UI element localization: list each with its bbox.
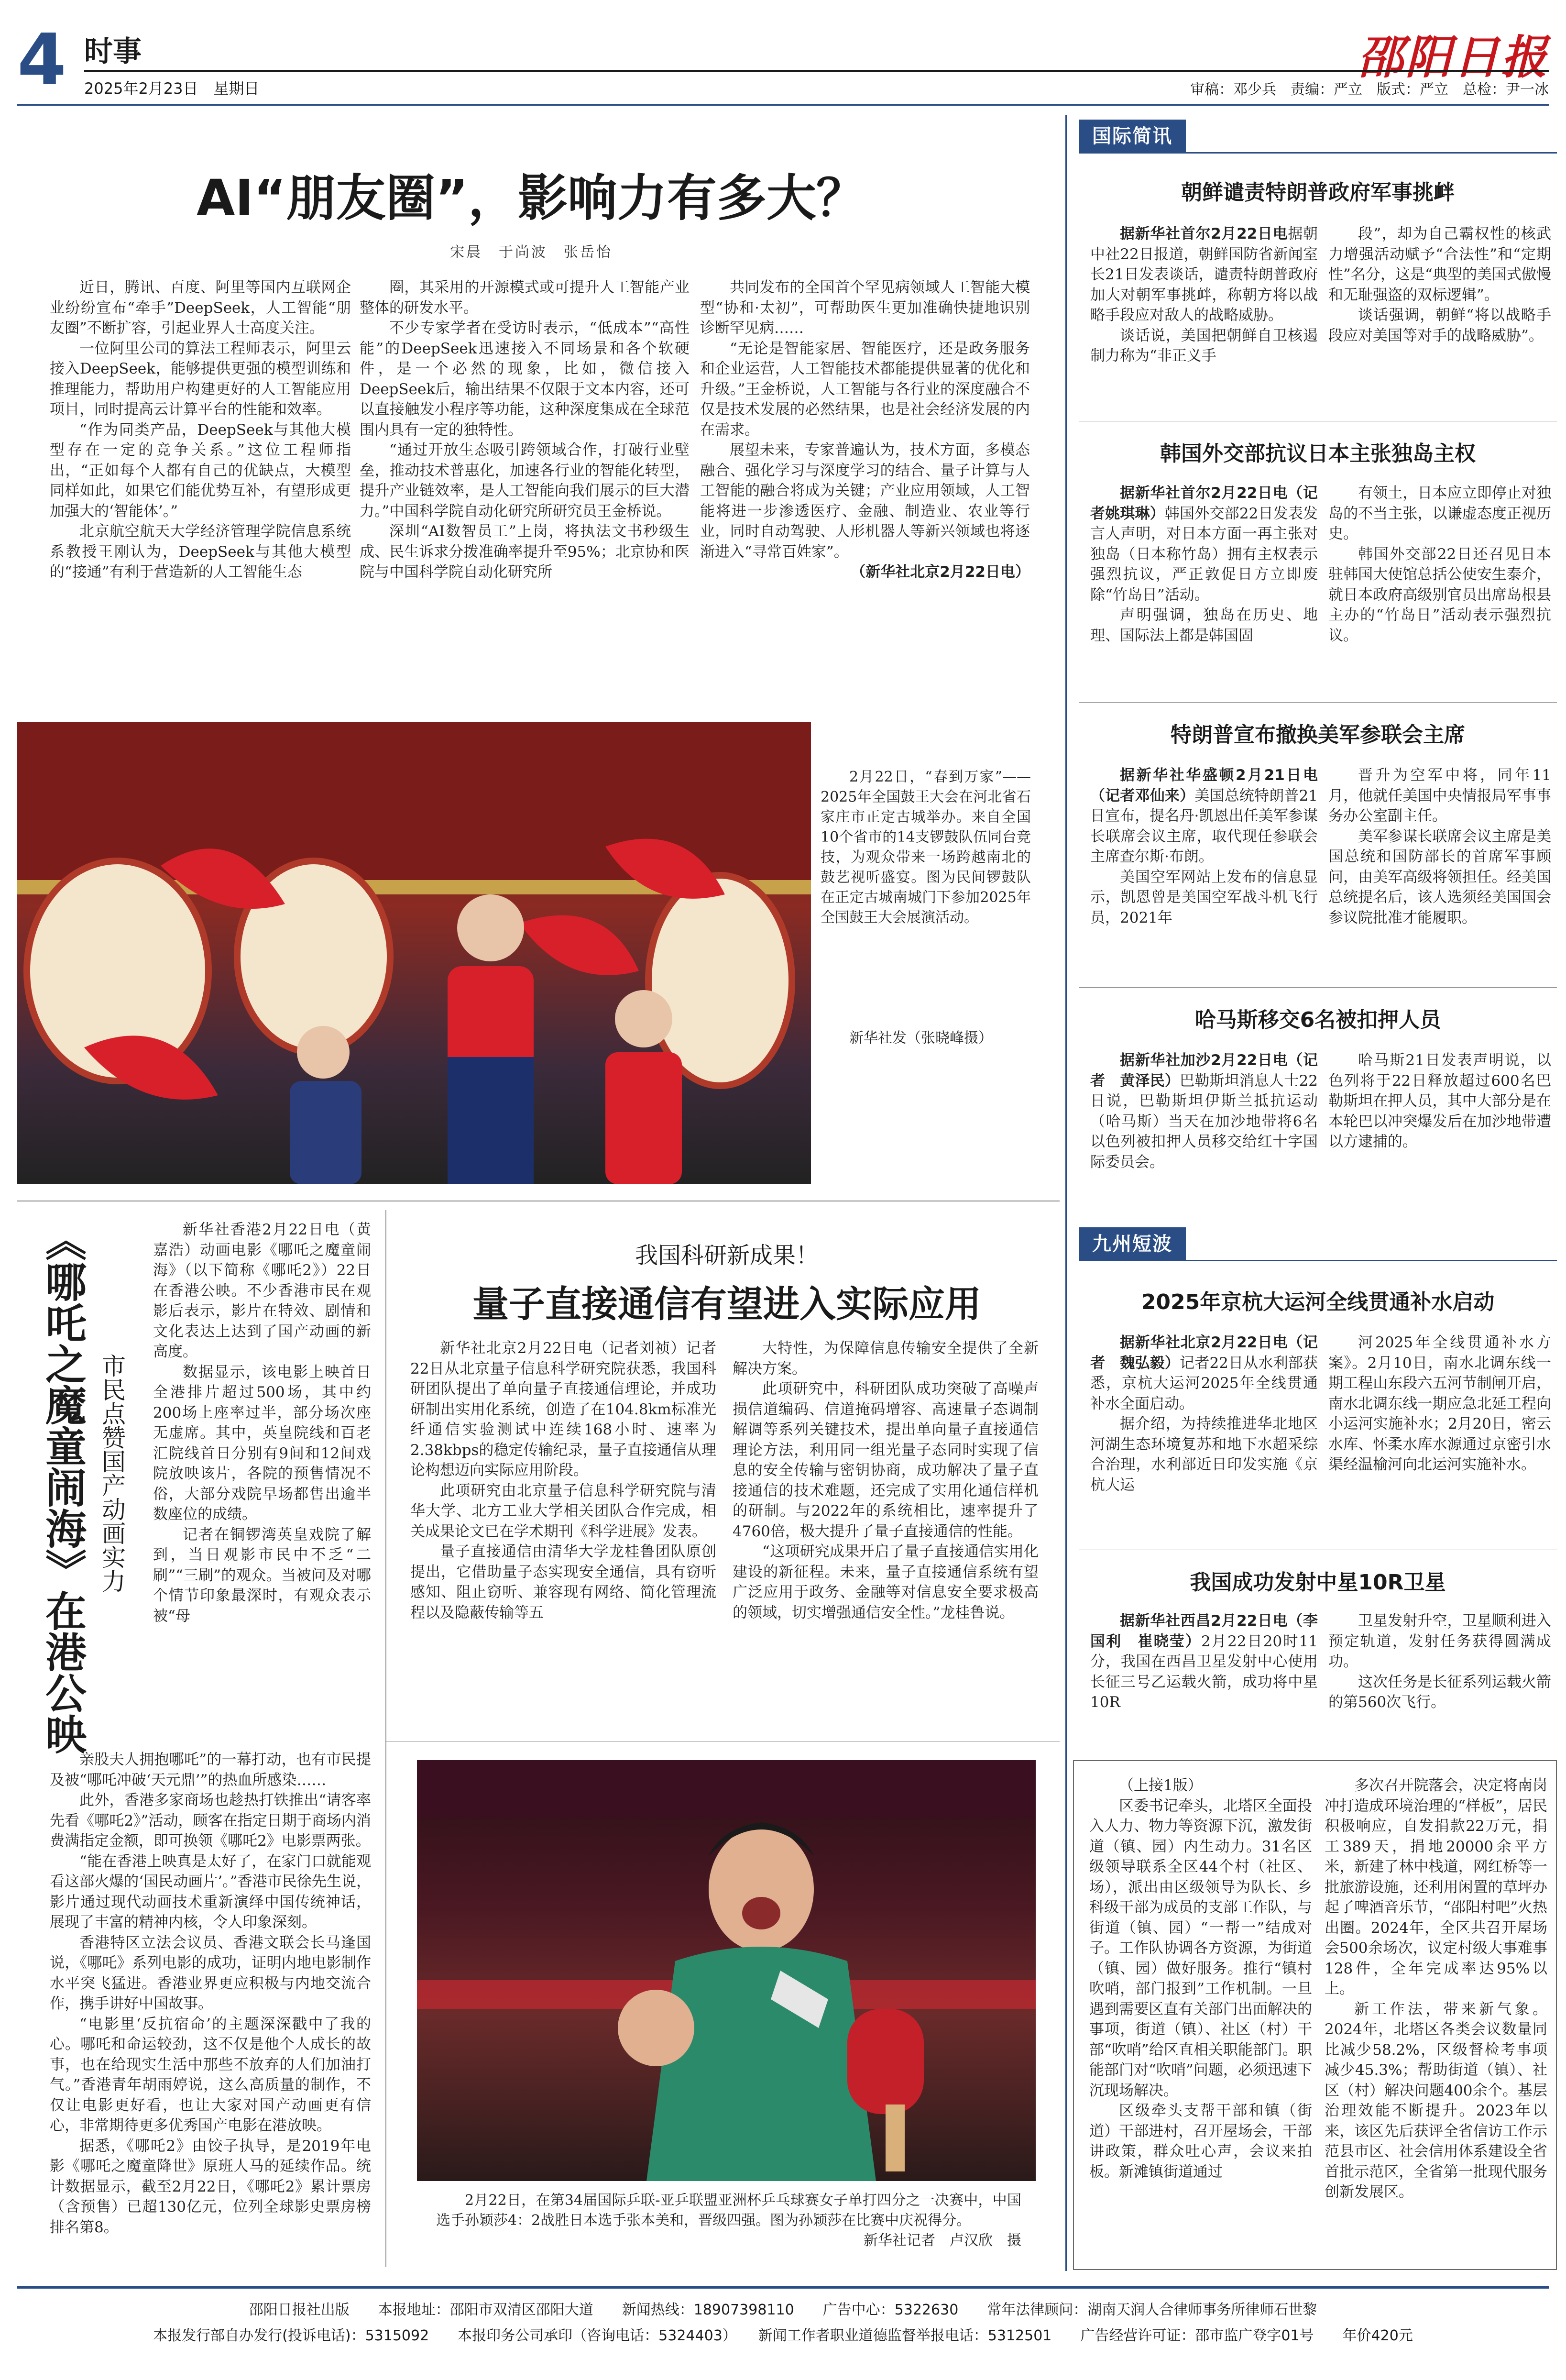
ai-article-col2: 圈，其采用的开源模式或可提升人工智能产业整体的研发水平。 不少专家学者在受访时表示，“低成本”“高性能”的DeepSeek迅速接入不同场景和各个软硬件，是一个必然的现象，比如，微信接入DeepSeek后，输出结果不仅限于文本内容，还可以直接触发小程序等功能，这种深度集成在全球范围内具有一定的独特性。 “通过开放生态吸引跨领域合作，打破行业壁垒，推动技术普惠化，加速各行业的智能化转型，提升产业链效率，是人工智能向我们展示的巨大潜力。”中国科学院自动化研究所研究员王金桥说。 深圳“AI数智员工”上岗，将执法文书秒级生成、民生诉求分拨准确率提升至95%；北京协和医院与中国科学院自动化研究所 [360,279,690,581]
quantum-col2: 大特性，为保障信息传输安全提供了全新解决方案。 此项研究中，科研团队成功突破了高噪声损信道编码、信道掩码增容、高速量子态调制解调等系列关键技术，提出单向量子直接通信理论方法，利用同一组光量子态同时实现了信息的安全传输与密钥协商，成功解决了量子直接通信的技术难题，还完成了实用化通信样机的研制。与2022年的系统相比，速率提升了4760倍，极大提升了量子直接通信的性能。 “这项研究成果开启了量子直接通信实用化建设的新征程。未来，量子直接通信系统有望广泛应用于政务、金融等对信息安全要求极高的领域，切实增强通信安全性。”龙桂鲁说。 [733,1340,1039,1621]
brief-5-col2: 河2025年全线贯通补水方案》。2月10日，南水北调东线一期工程山东段六五河节制闸开启，南水北调东线一期应急北延工程向小运河实施补水；2月20日，密云水库、怀柔水库水源通过京密引水渠经温榆河向北运河实施补水。 [1328,1334,1551,1473]
intl-tag-rule [1079,152,1557,154]
brief-title-3: 特朗普宣布撤换美军参联会主席 [1171,723,1465,747]
nezha-divider [385,1210,386,2267]
quantum-col1: 新华社北京2月22日电（记者刘祯）记者22日从北京量子信息科学研究院获悉，我国科研团队提出了单向量子直接通信理论，并成功研制出实用化系统，创造了在104.8km标准光纤通信实验测试中连续168小时、速率为2.38kbps的稳定传输纪录，量子直接通信从理论构想迈向实际应用阶段。 此项研究由北京量子信息科学研究院与清华大学、北方工业大学相关团队合作完成，相关成果论文已在学术期刊《科学进展》发表。 量子直接通信由清华大学龙桂鲁团队原创提出，它借助量子态实现安全通信，具有窃听感知、阻止窃听、兼容现有网络、简化管理流程以及隐蔽传输等五 [410,1340,716,1621]
page-number: 4 [17,19,66,101]
brief-4-col2: 哈马斯21日发表声明说，以色列将于22日释放超过600名巴勒斯坦在押人员，其中大部分是在本轮巴以冲突爆发后在加沙地带遭以方逮捕的。 [1328,1052,1551,1150]
continuation-col2: 多次召开院落会，决定将南岗冲打造成环境治理的“样板”，居民积极响应，自发捐款22万元，捐工389天，捐地20000余平方米，新建了林中栈道，网红桥等一批旅游设施，还利用闲置的草坪办起了啤酒音乐节，“邵阳村吧”火热出圈。2024年，全区共召开屋场会500余场次，议定村级大事难事128件，全年完成率达95%以上。 新工作法，带来新气象。2024年，北塔区各类会议数量同比减少58.2%，区级督检考事项减少45.3%；帮助街道（镇）、社区（村）解决问题400余个。基层治理效能不断提升。2023年以来，该区先后获评全省信访工作示范县市区、社会信用体系建设全省首批示范区，全省第一批现代服务创新发展区。 [1325,1777,1547,2201]
brief-6-col2: 卫星发射升空，卫星顺利进入预定轨道，发射任务获得圆满成功。 这次任务是长征系列运载火箭的第560次飞行。 [1328,1612,1551,1711]
brief-6-col1: 据新华社西昌2月22日电（李国利 崔晓莹）2月22日20时11分，我国在西昌卫星发射中心使用长征三号乙运载火箭，成功将中星10R [1090,1612,1318,1711]
header-bottom-rule [17,104,1549,106]
brief-title-1: 朝鲜谴责特朗普政府军事挑衅 [1181,180,1455,205]
drum-photo [17,722,811,1184]
brief-title-6: 我国成功发射中星10R卫星 [1190,1570,1446,1595]
ai-article-col1: 近日，腾讯、百度、阿里等国内互联网企业纷纷宣布“牵手”DeepSeek，人工智能“朋友圈”不断扩容，引起业界人士高度关注。 一位阿里公司的算法工程师表示，阿里云接入DeepSeek，能够提供更强的模型训练和推理能力，帮助用户构建更好的人工智能应用项目，同时提高云计算平台的性能和效率。 “作为同类产品，DeepSeek与其他大模型存在一定的竞争关系。”这位工程师指出，“正如每个人都有自己的优缺点，大模型同样如此，如果它们能优势互补，有望形成更加强大的‘智能体’。” 北京航空航天大学经济管理学院信息系统系教授王刚认为，DeepSeek与其他大模型的“接通”有利于营造新的人工智能生态 [50,279,351,581]
brief-1-col1: 据新华社首尔2月22日电据朝中社22日报道，朝鲜国防省新闻室长21日发表谈话，谴责特朗普政府加大对朝军事挑衅，称朝方将以战略手段应对敌人的战略威胁。 谈话说，美国把朝鲜自卫核遏制力称为“非正义手 [1090,225,1318,364]
quantum-title: 量子直接通信有望进入实际应用 [472,1283,981,1325]
continuation-col1: （上接1版） 区委书记牵头，北塔区全面投入人力、物力等资源下沉，激发街道（镇、园）内生动力。31名区级领导联系全区44个村（社区、场），派出由区级领导为队长、乡科级干部为成员的支部工作队，与街道（镇、园）“一帮一”结成对子。工作队协调各方资源，为街道（镇、园）做好服务。推行“镇村吹哨，部门报到”工作机制。一旦遇到需要区直有关部门出面解决的事项，街道（镇）、社区（村）干部“吹哨”给区直相关职能部门。职能部门对“吹哨”问题，必须迅速下沉现场解决。 区级牵头支帮干部和镇（街道）干部进村，召开屋场会，干部讲政策，群众吐心声，会议来拍板。新滩镇街道通过 [1089,1777,1312,2181]
pingpong-photo [417,1760,1036,2181]
pingpong-scene-illustration [417,1760,1036,2181]
section-name: 时事 [84,35,142,68]
footer-line-2: 本报发行部自办发行(投诉电话)：5315092 本报印务公司承印（咨询电话：5324403） 新闻工作者职业道德监督举报电话：5312501 广告经营许可证：邵市监广登字01号 年价420元 [153,2327,1413,2344]
drum-photo-credit: 新华社发（张晓峰摄） [849,1030,993,1047]
pingpong-photo-caption: 2月22日，在第34届国际乒联-亚乒联盟亚洲杯乒乓球赛女子单打四分之一决赛中，中国选手孙颖莎4：2战胜日本选手张本美和，晋级四强。图为孙颖莎在比赛中庆祝得分。 [436,2192,1021,2229]
brief-rule-2 [1079,702,1557,703]
ai-article-title: AI“朋友圈”，影响力有多大？ [197,169,866,227]
domestic-tag-rule [1079,1260,1557,1261]
nezha-intro: 新华社香港2月22日电（黄嘉浩）动画电影《哪吒之魔童闹海》（以下简称《哪吒2》）22日在香港公映。不少香港市民在观影后表示，影片在特效、剧情和文化表达上达到了国产动画的新高度。 数据显示，该电影上映首日全港排片超过500场，其中约200场上座率过半，部分场次座无虚席。其中，英皇院线和百老汇院线首日分别有9间和12间戏院放映该片，各院的预售情况不俗，大部分戏院早场都售出逾半数座位的成绩。 记者在铜锣湾英皇戏院了解到，当日观影市民中不乏“二刷”“三刷”的观众。当被问及对哪个情节印象最深时，有观众表示被“母 [153,1221,371,1625]
brief-3-col1: 据新华社华盛顿2月21日电（记者邓仙来）美国总统特朗普21日宣布，提名丹·凯恩出任美军参谋长联席会议主席，取代现任参联会主席查尔斯·布朗。 美国空军网站上发布的信息显示，凯恩曾是美国空军战斗机飞行员，2021年 [1090,767,1318,926]
brief-2-col2: 有领土，日本应立即停止对独岛的不当主张，以谦虚态度正视历史。 韩国外交部22日还召见日本驻韩国大使馆总括公使安生泰介，就日本政府高级别官员出席岛根县主办的“竹岛日”活动表示强烈抗议。 [1328,485,1551,644]
footer-rule [17,2286,1549,2289]
brief-title-4: 哈马斯移交6名被扣押人员 [1194,1008,1441,1032]
pingpong-photo-credit: 新华社记者 卢汉欣 摄 [864,2232,1021,2249]
footer-line-1: 邵阳日报社出版 本报地址：邵阳市双清区邵阳大道 新闻热线：18907398110 广告中心：5322630 常年法律顾问：湖南天润人合律师事务所律师石世黎 [249,2302,1317,2318]
brief-title-2: 韩国外交部抗议日本主张独岛主权 [1160,441,1476,466]
drum-photo-caption: 2月22日，“春到万家”——2025年全国鼓王大会在河北省石家庄市正定古城举办。来自全国10个省市的14支锣鼓队伍同台竞技，为观众带来一场跨越南北的鼓艺视听盛宴。图为民间锣鼓队在正定古城南城门下参加2025年全国鼓王大会展演活动。 [821,769,1031,926]
section-tag-domestic: 九州短波 [1079,1227,1186,1261]
nezha-title: 《哪吒之魔童闹海》在港公映 [38,1220,86,1754]
quantum-kicker: 我国科研新成果！ [635,1242,819,1269]
section-tag-international: 国际简讯 [1079,120,1186,153]
masthead: 邵阳日报 [1358,30,1549,84]
editorial-staff: 审稿：邓少兵 责编：严立 版式：严立 总检：尹一冰 [1190,81,1549,98]
brief-title-5: 2025年京杭大运河全线贯通补水启动 [1141,1290,1495,1314]
brief-rule-3 [1079,987,1557,988]
brief-3-col2: 晋升为空军中将，同年11月，他就任美国中央情报局军事事务办公室副主任。 美军参谋长联席会议主席是美国总统和国防部长的首席军事顾问，由美军高级将领担任。经美国总统提名后，该人选须经美国国会参议院批准才能履职。 [1328,767,1551,926]
sidebar-divider [1065,115,1067,2271]
header-rule [84,70,1549,72]
nezha-subtitle: 市民点赞国产动画实力 [98,1354,126,1593]
ai-article-col3: 共同发布的全国首个罕见病领域人工智能大模型“协和·太初”，可帮助医生更加准确快捷地识别诊断罕见病…… “无论是智能家居、智能医疗，还是政务服务和企业运营，人工智能技术都能提供显著的优化和升级。”王金桥说，人工智能与各行业的深度融合不仅是技术发展的必然结果，也是社会经济发展的内在需求。 展望未来，专家普遍认为，技术方面，多模态融合、强化学习与深度学习的结合、量子计算与人工智能的融合将成为关键；产业应用领域，人工智能将进一步渗透医疗、金融、制造业、农业等行业，同时自动驾驶、人形机器人等新兴领域也将逐渐进入“寻常百姓家”。 （新华社北京2月22日电） [700,277,1030,583]
nezha-body: 亲股夫人拥抱哪吒”的一幕打动，也有市民提及被“哪吒冲破‘天元鼎’”的热血所感染…… 此外，香港多家商场也趁热打铁推出“请客率先看《哪吒2》”活动，顾客在指定日期于商场内消费满指定金额，即可换领《哪吒2》电影票两张。 “能在香港上映真是太好了，在家门口就能观看这部火爆的‘国民动画片’。”香港市民徐先生说，影片通过现代动画技术重新演绎中国传统神话，展现了丰富的精神内核，令人印象深刻。 香港特区立法会议员、香港文联会长马逢国说，《哪吒》系列电影的成功，证明内地电影制作水平突飞猛进。香港业界更应积极与内地交流合作，携手讲好中国故事。 “电影里‘反抗宿命’的主题深深戳中了我的心。哪吒和命运较劲，这不仅是他个人成长的故事，也在给现实生活中那些不放弃的人们加油打气。”香港青年胡雨婷说，这么高质量的制作，不仅让电影更好看，也让大家对国产动画更有信心，非常期待更多优秀国产电影在港放映。 据悉，《哪吒2》由饺子执导，是2019年电影《哪吒之魔童降世》原班人马的延续作品。统计数据显示，截至2月22日，《哪吒2》累计票房（含预售）已超130亿元，位列全球影史票房榜排名第8。 [50,1751,371,2236]
ai-article-byline: 宋晨 于尚波 张岳怡 [450,244,613,261]
brief-5-col1: 据新华社北京2月22日电（记者 魏弘毅）记者22日从水利部获悉，京杭大运河2025年全线贯通补水全面启动。 据介绍，为持续推进华北地区河湖生态环境复苏和地下水超采综合治理，水利部近日印发实施《京杭大运 [1090,1334,1318,1494]
brief-4-col1: 据新华社加沙2月22日电（记者 黄泽民）巴勒斯坦消息人士22日说，巴勒斯坦伊斯兰抵抗运动（哈马斯）当天在加沙地带将6名以色列被扣押人员移交给红十字国际委员会。 [1090,1052,1318,1171]
ai-article-source: （新华社北京2月22日电） [851,563,1030,581]
drum-scene-illustration [17,722,811,1184]
brief-1-col2: 段”，却为自己霸权性的核武力增强活动赋予“合法性”和“定期性”名分，这是“典型的美国式傲慢和无耻强盗的双标逻辑”。 谈话强调，朝鲜“将以战略手段应对美国等对手的战略威胁”。 [1328,225,1551,344]
issue-date: 2025年2月23日 星期日 [84,79,260,98]
brief-2-col1: 据新华社首尔2月22日电（记者姚琪琳）韩国外交部22日发表发言人声明，对日本方面一再主张对独岛（日本称竹岛）拥有主权表示强烈抗议，严正敦促日方立即废除“竹岛日”活动。 声明强调，独岛在历史、地理、国际法上都是韩国固 [1090,485,1318,644]
